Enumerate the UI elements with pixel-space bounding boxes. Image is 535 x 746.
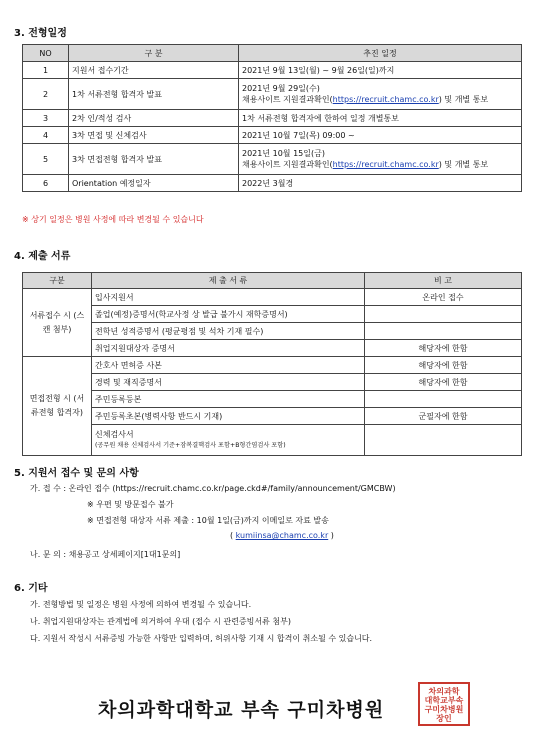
email-link[interactable]: kumiinsa@chamc.co.kr: [235, 531, 329, 540]
header-group: 구분: [23, 273, 92, 289]
document-name: [92, 425, 365, 456]
table-row: [23, 357, 522, 374]
document-name: 취업지원대상자 증명서: [92, 340, 365, 357]
email-line: [230, 531, 334, 540]
institution-name: 차의과학대학교 부속 구미차병원: [98, 699, 385, 721]
interview-docs-note: ※ 면접전형 대상자 서류 제출 : 10월 1일(금)까지 이메일로 자료 발송: [87, 516, 329, 525]
group-label-interview: 면접전형 시 (서류전형 합격자): [23, 357, 92, 456]
document-name: 경력 및 재직증명서: [92, 374, 365, 391]
document-remark: [365, 425, 522, 456]
document-remark: 해당자에 한함: [365, 357, 522, 374]
table-row: [23, 425, 522, 456]
document-name: 주민등록초본(병력사항 반드시 기재): [92, 408, 365, 425]
table-row: [23, 79, 522, 110]
documents-table: [22, 272, 522, 456]
document-remark: 해당자에 한함: [365, 374, 522, 391]
header-schedule: 추진 일정: [239, 45, 522, 62]
schedule-date: 2021년 9월 29일(수): [242, 84, 320, 93]
schedule-detail-prefix: 채용사이트 지원결과확인(: [242, 95, 333, 104]
table-row: [23, 391, 522, 408]
row-item: 3차 면접 및 신체검사: [69, 127, 239, 144]
schedule-detail-suffix: ) 및 개별 통보: [438, 160, 489, 169]
email-prefix: (: [230, 531, 234, 540]
header-no: NO: [23, 45, 69, 62]
row-item: 2차 인/적성 검사: [69, 110, 239, 127]
schedule-note: ※ 상기 일정은 병원 사정에 따라 변경될 수 있습니다: [22, 215, 204, 224]
application-line: 가. 접 수 : 온라인 접수 (https://recruit.chamc.co.kr/page.ckd#/family/announcement/GMCBW): [30, 484, 396, 493]
row-schedule: 2021년 10월 7일(목) 09:00 ~: [239, 127, 522, 144]
row-no: 6: [23, 175, 69, 192]
document-remark: 군필자에 한함: [365, 408, 522, 425]
row-no: 4: [23, 127, 69, 144]
document-remark: 온라인 접수: [365, 289, 522, 306]
misc-item: 다. 지원서 작성시 서류증빙 가능한 사항만 입력하며, 허위사항 기재 시 합격이 취소될 수 있습니다.: [30, 634, 373, 643]
row-item: 3차 면접전형 합격자 발표: [69, 144, 239, 175]
document-remark: [365, 391, 522, 408]
table-row: [23, 144, 522, 175]
schedule-table: [22, 44, 522, 192]
row-no: 3: [23, 110, 69, 127]
row-schedule: 1차 서류전형 합격자에 한하여 일정 개별통보: [239, 110, 522, 127]
physical-exam-note: (공무원 채용 신체검사서 기준+잠복결핵검사 포함+B형간염검사 포함): [95, 442, 286, 449]
document-remark: [365, 323, 522, 340]
document-remark: 해당자에 한함: [365, 340, 522, 357]
row-item: 지원서 접수기간: [69, 62, 239, 79]
table-row: [23, 340, 522, 357]
row-no: 1: [23, 62, 69, 79]
document-name: 전학년 성적증명서 (평균평점 및 석차 기재 필수): [92, 323, 365, 340]
document-name: 간호사 면허증 사본: [92, 357, 365, 374]
header-remarks: 비 고: [365, 273, 522, 289]
recruit-link[interactable]: https://recruit.chamc.co.kr: [332, 95, 439, 104]
header-category: 구 분: [69, 45, 239, 62]
document-name: 졸업(예정)증명서(학교사정 상 발급 불가시 재학증명서): [92, 306, 365, 323]
section6-title: 6. 기타: [14, 583, 48, 594]
misc-item: 나. 취업지원대상자는 관계법에 의거하여 우대 (접수 시 관련증빙서류 첨부): [30, 617, 291, 626]
table-row: [23, 289, 522, 306]
schedule-date: 2021년 10월 15일(금): [242, 149, 325, 158]
row-schedule: [239, 79, 522, 110]
schedule-detail-prefix: 채용사이트 지원결과확인(: [242, 160, 333, 169]
row-no: 5: [23, 144, 69, 175]
table-row: [23, 110, 522, 127]
section4-title: 4. 제출 서류: [14, 251, 71, 262]
table-row: [23, 306, 522, 323]
document-name: 입사지원서: [92, 289, 365, 306]
group-label-application: 서류접수 시 (스캔 첨부): [23, 289, 92, 357]
table-row: [23, 175, 522, 192]
official-seal: 차의과학 대학교부속 구미차병원 장인: [418, 682, 470, 726]
document-name: 주민등록등본: [92, 391, 365, 408]
section5-title: 5. 지원서 접수 및 문의 사항: [14, 468, 139, 479]
row-schedule: 2022년 3월경: [239, 175, 522, 192]
row-schedule: 2021년 9월 13일(월) ~ 9월 26일(일)까지: [239, 62, 522, 79]
email-suffix: ): [330, 531, 334, 540]
no-mail-note: ※ 우편 및 방문접수 불가: [87, 500, 174, 509]
schedule-detail-suffix: ) 및 개별 통보: [438, 95, 489, 104]
table-row: [23, 323, 522, 340]
misc-item: 가. 전형방법 및 일정은 병원 사정에 의하여 변경될 수 있습니다.: [30, 600, 252, 609]
row-no: 2: [23, 79, 69, 110]
document-remark: [365, 306, 522, 323]
section3-title: 3. 전형일정: [14, 28, 67, 39]
header-documents: 제 출 서 류: [92, 273, 365, 289]
row-schedule: [239, 144, 522, 175]
inquiry-line: 나. 문 의 : 채용공고 상세페이지[1대1문의]: [30, 550, 181, 559]
table-row: [23, 62, 522, 79]
row-item: Orientation 예정일자: [69, 175, 239, 192]
schedule-detail: [242, 94, 518, 105]
recruit-link[interactable]: https://recruit.chamc.co.kr: [332, 160, 439, 169]
table-row: [23, 374, 522, 391]
table-row: [23, 127, 522, 144]
table-row: [23, 408, 522, 425]
row-item: 1차 서류전형 합격자 발표: [69, 79, 239, 110]
physical-exam-doc: 신체검사서: [95, 430, 134, 439]
schedule-detail: [242, 159, 518, 170]
